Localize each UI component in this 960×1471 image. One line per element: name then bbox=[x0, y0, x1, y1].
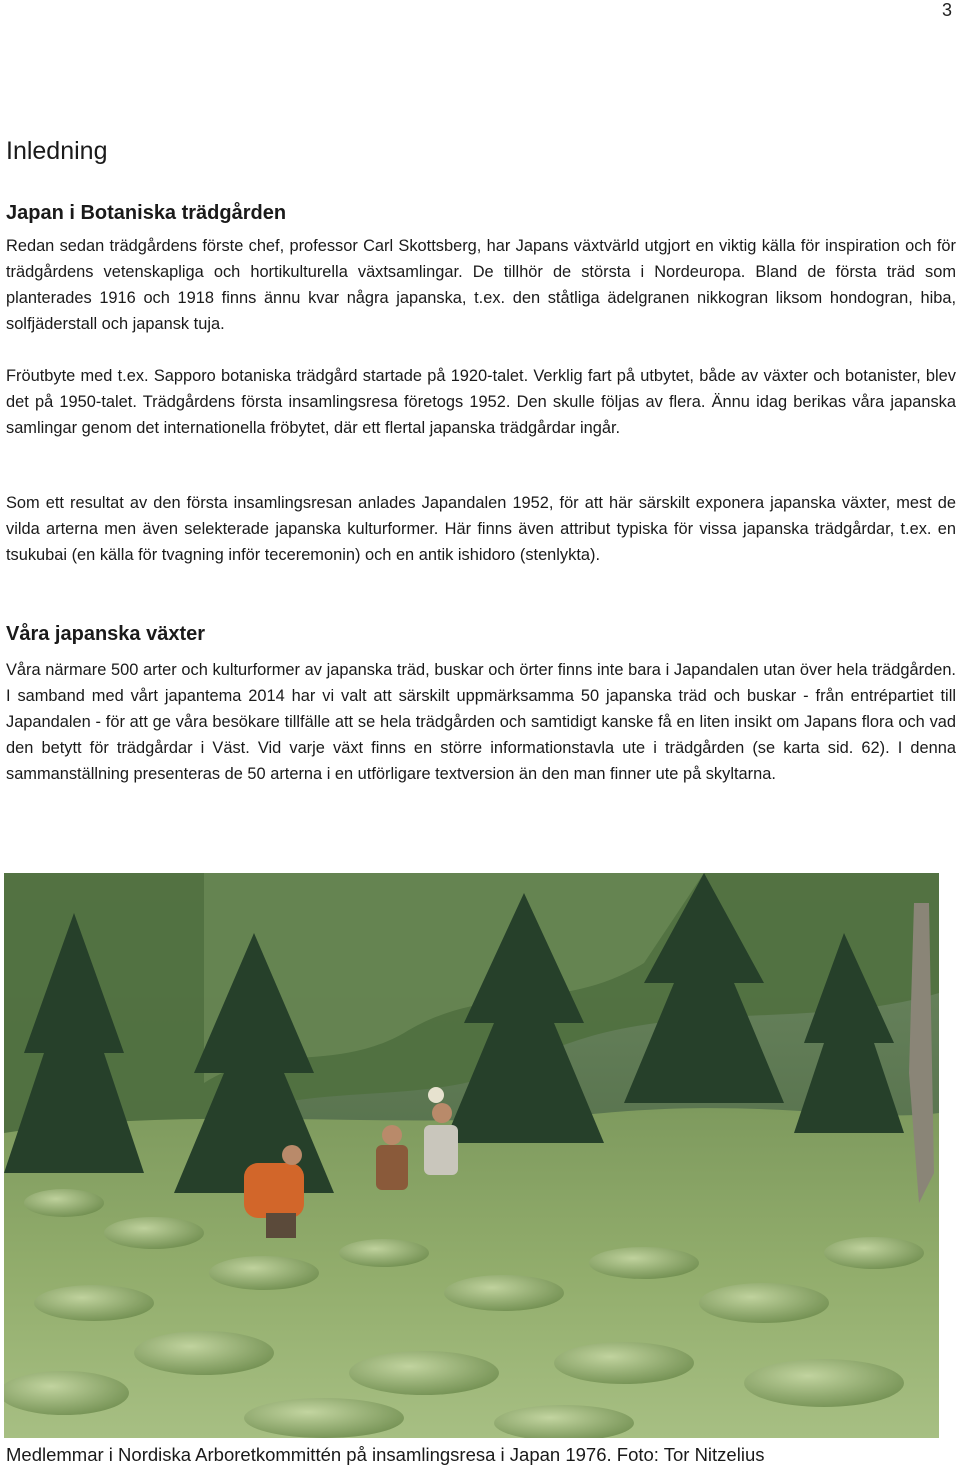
section-heading-vara-vaxter: Våra japanska växter bbox=[6, 623, 206, 645]
page-title: Inledning bbox=[6, 137, 108, 165]
page-number: 3 bbox=[941, 0, 952, 20]
photo-caption: Medlemmar i Nordiska Arboretkommittén på insamlingsresa i Japan 1976. Foto: Tor Nitzelius bbox=[6, 1444, 765, 1465]
expedition-photo bbox=[4, 873, 939, 1438]
paragraph-vara-vaxter: Våra närmare 500 arter och kulturformer av japanska träd, buskar och örter finns inte bara i Japandalen utan över hela trädgården. I samband med vårt japantema 2014 har vi valt att särskilt uppmärksamma 50 japanska träd och buskar - från entrépartiet till Japandalen - för att ge våra besökare tillfälle att se hela trädgården och samtidigt kanske få en liten insikt om Japans flora och vad den betytt för trädgårdar i Väst. Vid varje växt finns en större informationstavla ute i trädgården (se karta sid. 62). I denna sammanställning presenteras de 50 arterna i en utförligare textversion än den man finner ute på skyltarna. bbox=[6, 661, 956, 783]
paragraph-japandalen: Som ett resultat av den första insamlingsresan anlades Japandalen 1952, för att här särskilt exponera japanska växter, mest de vilda arterna men även selekterade japanska kulturformer. Här finns även attribut typiska för vissa japanska trädgårdar, t.ex. en tsukubai (en källa för tvagning inför teceremonin) och en antik ishidoro (stenlykta). bbox=[6, 494, 956, 564]
paragraph-froutbyte: Fröutbyte med t.ex. Sapporo botaniska trädgård startade på 1920-talet. Verklig fart på utbytet, både av växter och botanister, blev det på 1950-talet. Trädgårdens första insamlingsresa företogs 1952. Den skulle följas av flera. Ännu idag berikas våra japanska samlingar genom det internationella fröbytet, där ett flertal japanska trädgårdar ingår. bbox=[6, 367, 956, 437]
section-heading-japan-botaniska: Japan i Botaniska trädgården bbox=[6, 202, 287, 224]
paragraph-intro: Redan sedan trädgårdens förste chef, professor Carl Skottsberg, har Japans växtvärld utgjort en viktig källa för inspiration och för trädgårdens vetenskapliga och hortikulturella växtsamlingar. De tillhör de största i Nordeuropa. Bland de första träd som planterades 1916 och 1918 finns ännu kvar några japanska, t.ex. den ståtliga ädelgranen nikkogran liksom hondogran, hiba, solfjäderstall och japansk tuja. bbox=[6, 237, 956, 333]
